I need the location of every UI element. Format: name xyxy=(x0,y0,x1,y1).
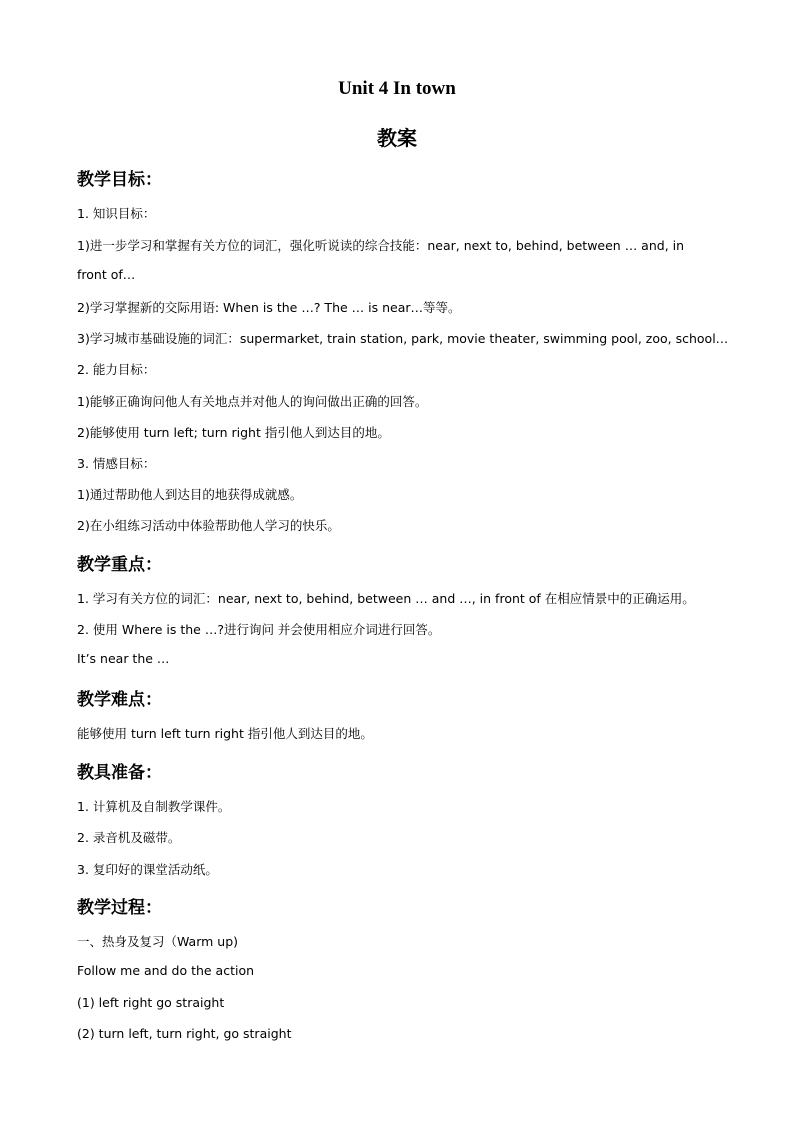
material-2: 2. 录音机及磁带。 xyxy=(77,830,181,845)
material-1: 1. 计算机及自制教学课件。 xyxy=(77,799,231,814)
emotion-objective-heading: 3. 情感目标： xyxy=(77,456,156,471)
difficulties-heading: 教学难点： xyxy=(77,690,162,710)
knowledge-objective-2: 2)学习掌握新的交际用语: When is the …? The … is near…等等。 xyxy=(77,300,461,315)
key-point-1: 1. 学习有关方位的词汇：near, next to, behind, between … and …, in front of 在相应情景中的正确运用。 xyxy=(77,591,695,606)
ability-objective-2: 2)能够使用 turn left; turn right 指引他人到达目的地。 xyxy=(77,425,390,440)
process-step-2: Follow me and do the action xyxy=(77,963,255,978)
knowledge-objective-1-line1: 1)进一步学习和掌握有关方位的词汇，强化听说读的综合技能：near, next to, behind, between … and, in xyxy=(77,238,685,253)
ability-objective-1: 1)能够正确询问他人有关地点并对他人的询问做出正确的回答。 xyxy=(77,394,428,409)
document-subtitle: 教案 xyxy=(377,126,417,150)
emotion-objective-1: 1)通过帮助他人到达目的地获得成就感。 xyxy=(77,487,303,502)
difficulty-1: 能够使用 turn left turn right 指引他人到达目的地。 xyxy=(77,726,373,741)
objectives-heading: 教学目标： xyxy=(77,170,162,190)
knowledge-objective-heading: 1. 知识目标： xyxy=(77,206,156,221)
process-step-4: (2) turn left, turn right, go straight xyxy=(77,1026,292,1041)
emotion-objective-2: 2)在小组练习活动中体验帮助他人学习的快乐。 xyxy=(77,518,340,533)
process-step-1: 一、热身及复习（Warm up) xyxy=(77,934,239,949)
document-title: Unit 4 In town xyxy=(338,78,456,99)
process-heading: 教学过程： xyxy=(77,898,162,918)
materials-heading: 教具准备： xyxy=(77,763,162,783)
key-point-2: 2. 使用 Where is the …?进行询问 并会使用相应介词进行回答。 xyxy=(77,622,441,637)
key-point-3: It’s near the … xyxy=(77,651,170,666)
material-3: 3. 复印好的课堂活动纸。 xyxy=(77,862,218,877)
key-points-heading: 教学重点： xyxy=(77,555,162,575)
knowledge-objective-1-line2: front of… xyxy=(77,267,136,282)
knowledge-objective-3: 3)学习城市基础设施的词汇：supermarket, train station, park, movie theater, swimming pool, zoo, school… xyxy=(77,331,729,346)
ability-objective-heading: 2. 能力目标： xyxy=(77,362,156,377)
process-step-3: (1) left right go straight xyxy=(77,995,225,1010)
